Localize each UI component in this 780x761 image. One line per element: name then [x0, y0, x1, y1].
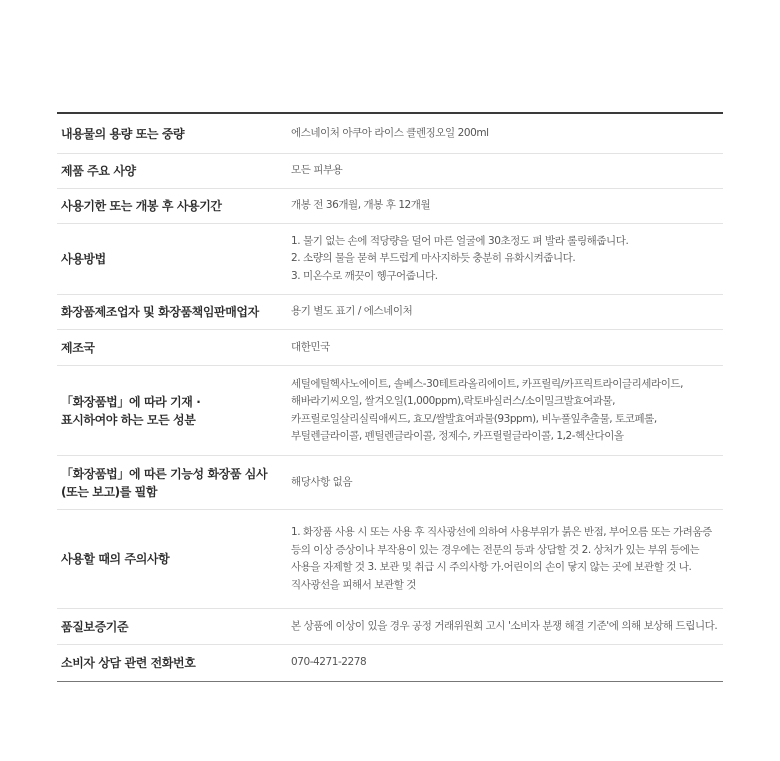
row-label: 사용방법	[61, 252, 106, 266]
row-label: 제조국	[61, 340, 95, 355]
row-label: 제품 주요 사양	[61, 164, 136, 178]
row-value: 대한민국	[291, 340, 330, 353]
row-value: 모든 피부용	[291, 164, 343, 177]
table-row-spec	[57, 154, 723, 189]
table-row-phone	[57, 645, 723, 681]
table-row-expiry	[57, 189, 723, 224]
row-value: 세틸에틸헥사노에이트, 솔베스-30테트라올리에이트, 카프릴릭/카프릭트라이글리세라이드, 해바라기씨오일, 쌀겨오일(1,000ppm),락토바실러스/소이밀크발효여과물, 카프릴로일살리실릭애씨드, 효모/쌀발효여과물(93ppm), 비누풀잎추출물, 토코페롤, 부틸렌글라이콜, 펜틸렌글라이콜, 정제수, 카프릴릴글라이콜, 1,2-헥산다이올	[291, 377, 683, 442]
table-row-quality	[57, 609, 723, 645]
table-row-capacity	[57, 114, 723, 154]
row-label: 사용할 때의 주의사항	[61, 552, 170, 566]
row-label: 「화장품법」에 따라 기재 · 표시하여야 하는 모든 성분	[61, 394, 201, 427]
table-row-functional	[57, 456, 723, 510]
row-label: 「화장품법」에 따른 기능성 화장품 심사 (또는 보고)를 필함	[61, 466, 268, 499]
product-info-table	[57, 112, 723, 682]
row-value: 개봉 전 36개월, 개봉 후 12개월	[291, 199, 431, 212]
row-label: 사용기한 또는 개봉 후 사용기간	[61, 199, 222, 213]
table-row-precautions	[57, 510, 723, 609]
table-row-ingredients	[57, 366, 723, 456]
row-value: 1. 화장품 사용 시 또는 사용 후 직사광선에 의하여 사용부위가 붉은 반점, 부어오름 또는 가려움증 등의 이상 증상이나 부작용이 있는 경우에는 전문의 등과 상담할 것 2. 상처가 있는 부위 등에는 사용을 자제할 것 3. 보관 및 취급 시 주의사항 가.어린이의 손이 닿지 않는 곳에 보관할 것 나. 직사광선을 피해서 보관할 것	[291, 526, 712, 591]
row-label: 내용물의 용량 또는 중량	[61, 126, 185, 141]
row-value: 해당사항 없음	[291, 475, 353, 488]
row-value: 에스네이처 아쿠아 라이스 클렌징오일 200ml	[291, 126, 489, 139]
table-row-manufacturer	[57, 295, 723, 330]
table-row-country	[57, 330, 723, 366]
row-label: 품질보증기준	[61, 619, 129, 634]
row-value: 070-4271-2278	[291, 656, 367, 669]
row-label: 화장품제조업자 및 화장품책임판매업자	[61, 305, 259, 319]
row-value: 1. 물기 없는 손에 적당량을 덜어 마른 얼굴에 30초정도 펴 발라 롤링해줍니다. 2. 소량의 물을 묻혀 부드럽게 마사지하듯 충분히 유화시켜줍니다. 3. 미온수로 깨끗이 헹구어줍니다.	[291, 234, 629, 282]
row-label: 소비자 상담 관련 전화번호	[61, 656, 196, 670]
table-row-usage	[57, 224, 723, 295]
row-value: 용기 별도 표기 / 에스네이처	[291, 305, 413, 318]
row-value: 본 상품에 이상이 있을 경우 공정 거래위원회 고시 '소비자 분쟁 해결 기준'에 의해 보상해 드립니다.	[291, 619, 718, 632]
